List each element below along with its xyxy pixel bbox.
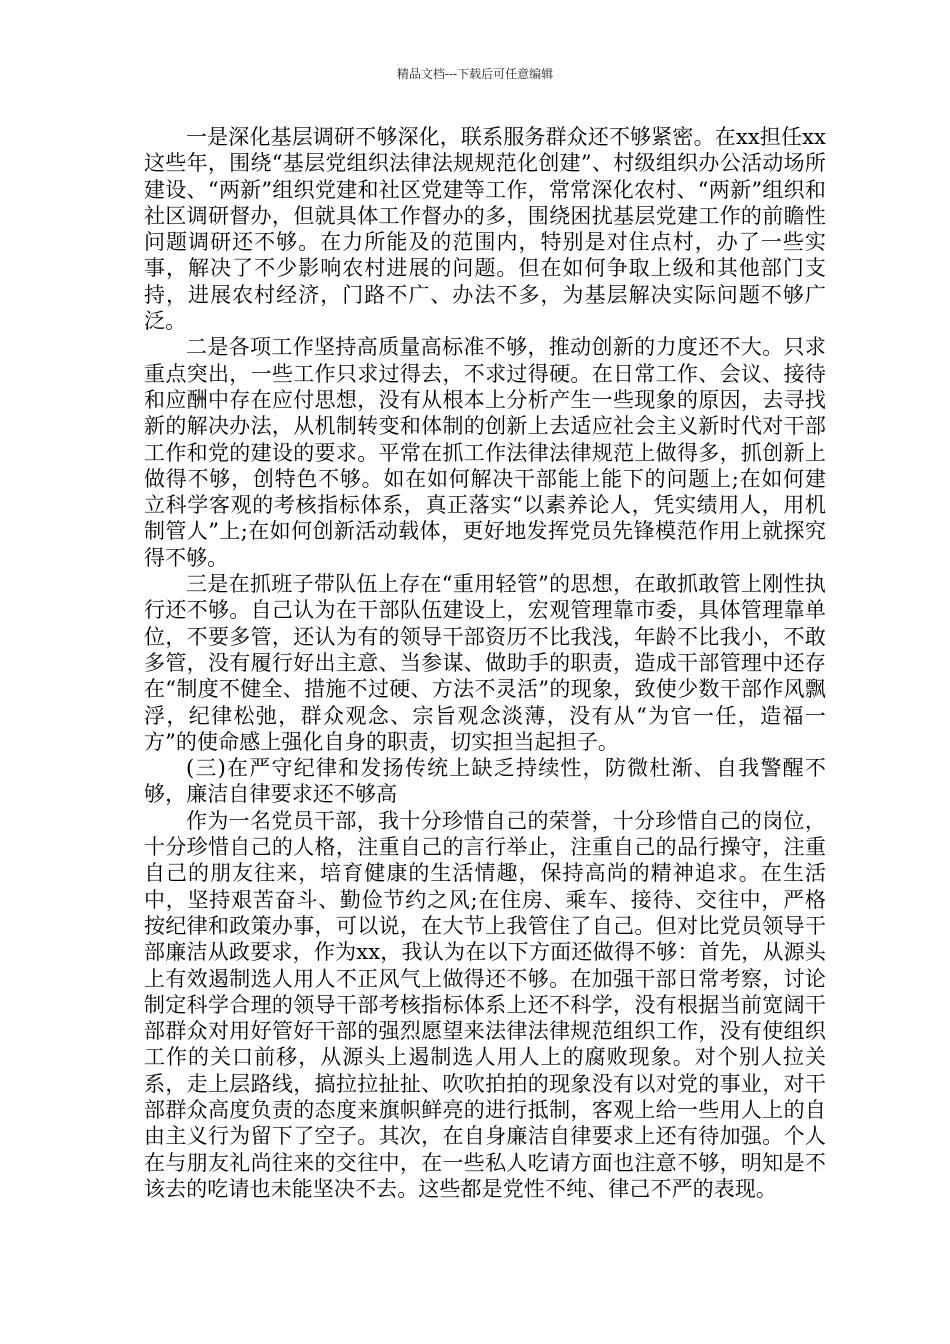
paragraph-1: 一是深化基层调研不够深化，联系服务群众还不够紧密。在xx担任xx这些年，围绕“基层党组织法律法规规范化创建”、村级组织办公活动场所建设、“两新”组织党建和社区党建等工作，常常深化农村、“两新”组织和社区调研督办，但就具体工作督办的多，围绕困扰基层党建工作的前瞻性问题调研还不够。在力所能及的范围内，特别是对住点村，办了一些实事，解决了不少影响农村进展的问题。但在如何争取上级和其他部门支持，进展农村经济，门路不广、办法不多，为基层解决实际问题不够广泛。 [144,125,826,334]
paragraph-3: 三是在抓班子带队伍上存在“重用轻管”的思想，在敢抓敢管上刚性执行还不够。自己认为在干部队伍建设上，宏观管理靠市委，具体管理靠单位，不要多管，还认为有的领导干部资历不比我浅，年龄不比我小，不敢多管，没有履行好出主意、当参谋、做助手的职责，造成干部管理中还存在“制度不健全、措施不过硬、方法不灵活”的现象，致使少数干部作风飘浮，纪律松弛，群众观念、宗旨观念淡薄，没有从“为官一任，造福一方”的使命感上强化自身的职责，切实担当起担子。 [144,572,826,754]
paragraph-4: 作为一名党员干部，我十分珍惜自己的荣誉，十分珍惜自己的岗位，十分珍惜自己的人格，注重自己的言行举止，注重自己的品行操守，注重自己的朋友往来，培育健康的生活情趣，保持高尚的精神追求。在生活中，坚持艰苦奋斗、勤俭节约之风;在住房、乘车、接待、交往中，严格按纪律和政策办事，可以说，在大节上我管住了自己。但对比党员领导干部廉洁从政要求，作为xx，我认为在以下方面还做得不够：首先，从源头上有效遏制选人用人不正风气上做得还不够。在加强干部日常考察，讨论制定科学合理的领导干部考核指标体系上还不科学，没有根据当前宽阔干部群众对用好管好干部的强烈愿望来法律法律规范组织工作，没有使组织工作的关口前移，从源头上遏制选人用人上的腐败现象。对个别人拉关系，走上层路线，搞拉拉扯扯、吹吹拍拍的现象没有以对党的事业，对干部群众高度负责的态度来旗帜鲜亮的进行抵制，客观上给一些用人上的自由主义行为留下了空子。其次，在自身廉洁自律要求上还有待加强。个人在与朋友礼尚往来的交往中，在一些私人吃请方面也注意不够，明知是不该去的吃请也未能坚决不去。这些都是党性不纯、律己不严的表现。 [144,808,826,1201]
document-body [144,124,826,1202]
page-header: 精品文档---下载后可任意编辑 [396,67,554,81]
paragraph-2: 二是各项工作坚持高质量高标准不够，推动创新的力度还不大。只求重点突出，一些工作只求过得去，不求过得硬。在日常工作、会议、接待和应酬中存在应付思想，没有从根本上分析产生一些现象的原因，去寻找新的解决办法，从机制转变和体制的创新上去适应社会主义新时代对干部工作和党的建设的要求。平常在抓工作法律法律规范上做得多，抓创新上做得不够，创特色不够。如在如何解决干部能上能下的问题上;在如何建立科学客观的考核指标体系，真正落实“以素养论人，凭实绩用人，用机制管人”上;在如何创新活动载体，更好地发挥党员先锋模范作用上就探究得不够。 [144,335,826,570]
section-heading: (三)在严守纪律和发扬传统上缺乏持续性，防微杜渐、自我警醒不够，廉洁自律要求还不够高 [144,756,826,807]
